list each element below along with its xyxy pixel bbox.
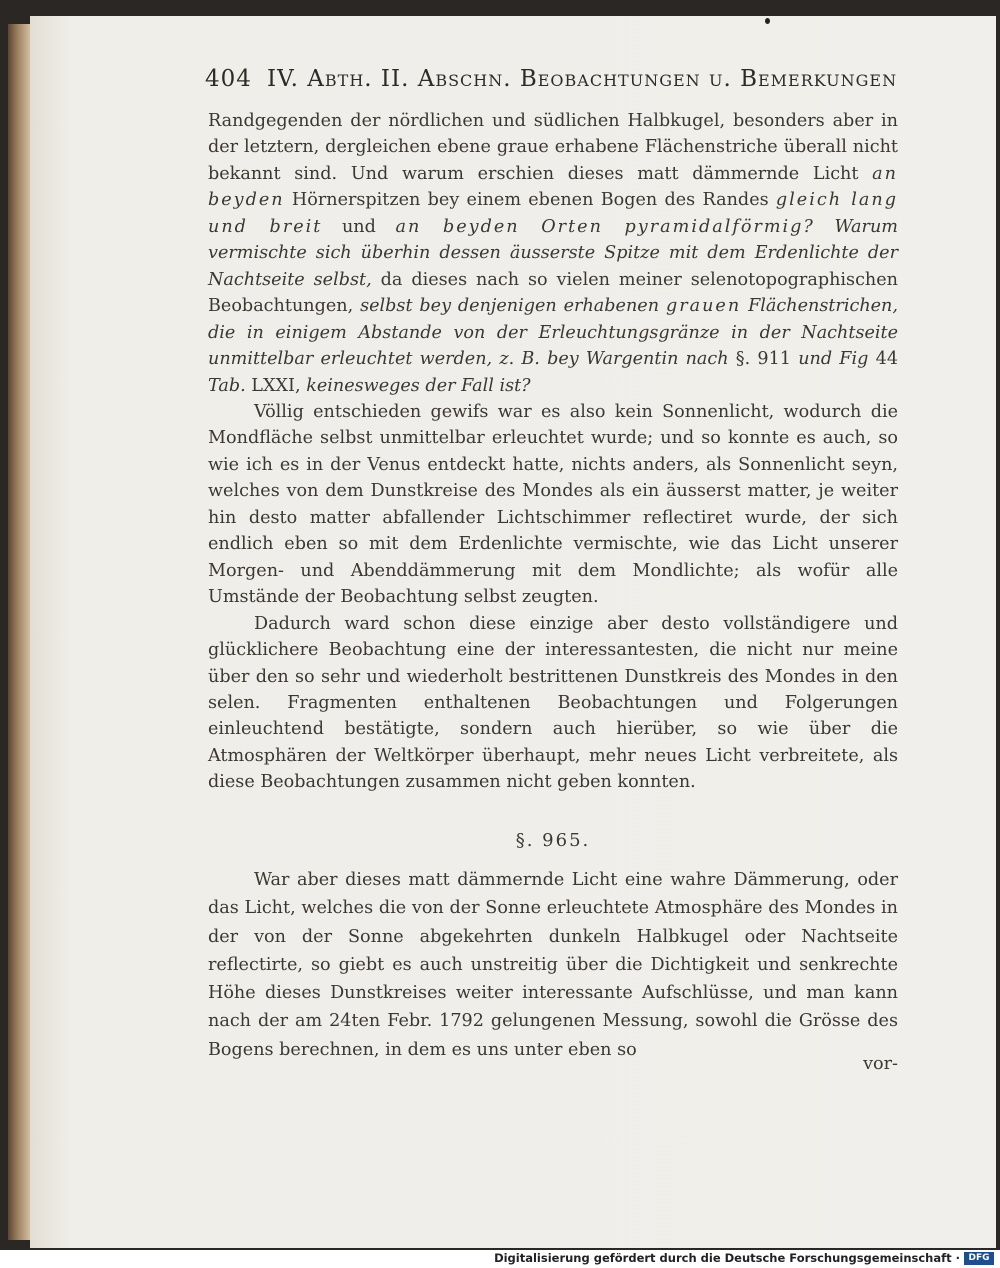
section-heading: §. 965.: [515, 830, 591, 851]
body-text: [208, 108, 898, 796]
paragraph-2: Völlig entschieden gewifs war es also kein Sonnenlicht, wodurch die Mondfläche selbst unmittelbar erleuchtet wurde; und so konnte es auch, so wie ich es in der Venus entdeckt hatte, nichts anders, als Sonnenlicht seyn, welches von dem Dunstkreise des Mondes als ein äusserst matter, je weiter hin desto matter abfallender Lichtschimmer reflectiret wurde, der sich endlich eben so mit dem Erdenlichte vermischte, wie das Licht unserer Morgen- und Abenddämmerung mit dem Mondlichte; als wofür alle Umstände der Beobachtung selbst zeugten.: [208, 401, 898, 608]
body-text-section: [208, 866, 898, 1064]
ink-speck: [765, 18, 770, 24]
running-header: [205, 66, 900, 100]
funding-credit: Digitalisierung gefördert durch die Deutsche Forschungsgemeinschaft ·: [494, 1251, 960, 1265]
paragraph-1: Randgegenden der nördlichen und südlichen Halbkugel, besonders aber in der letztern, dergleichen ebene graue erhabene Flächenstriche überall nicht bekannt sind. Und warum erschien dieses matt dämmernde Licht an beyden Hörnerspitzen bey einem ebenen Bogen des Randes gleich lang und breit und an beyden Orten pyramidalförmig? Warum vermischte sich überhin dessen äusserste Spitze mit dem Erdenlichte der Nachtseite selbst, da dieses nach so vielen meiner selenotopographischen Beobachtungen, selbst bey denjenigen erhabenen grauen Flächenstrichen, die in einigem Abstande von der Erleuchtungsgränze in der Nachtseite unmittelbar erleuchtet werden, z. B. bey Wargentin nach §. 911 und Fig 44 Tab. LXXI, keinesweges der Fall ist?: [208, 111, 899, 396]
paragraph-3: Dadurch ward schon diese einzige aber desto vollständigere und glücklichere Beobachtung eine der interessantesten, die nicht nur meine über den so sehr und wiederholt bestrittenen Dunstkreis des Mondes in den selen. Fragmenten enthaltenen Beobachtungen und Folgerungen einleuchtend bestätigte, sondern auch hierüber, so wie über die Atmosphären der Weltkörper überhaupt, mehr neues Licht verbreitete, als diese Beobachtungen zusammen nicht geben konnten.: [208, 613, 898, 793]
page-number: 404: [205, 66, 252, 92]
catchword: vor-: [863, 1054, 898, 1074]
footer-bar: [0, 1250, 1000, 1268]
paragraph-4: War aber dieses matt dämmernde Licht eine wahre Dämmerung, oder das Licht, welches die von der Sonne erleuchtete Atmosphäre des Mondes in der von der Sonne abgekehrten dunkeln Halbkugel oder Nachtseite reflectirte, so giebt es auch unstreitig über die Dichtigkeit und senkrechte Höhe dieses Dunstkreises weiter interessante Aufschlüsse, und man kann nach der am 24ten Febr. 1792 gelungenen Messung, sowohl die Grösse des Bogens berechnen, in dem es uns unter eben so: [208, 870, 898, 1060]
running-title: IV. Abth. II. Abschn. Beobachtungen u. Bemerkungen: [267, 66, 898, 92]
dfg-logo-icon[interactable]: DFG: [964, 1252, 994, 1265]
